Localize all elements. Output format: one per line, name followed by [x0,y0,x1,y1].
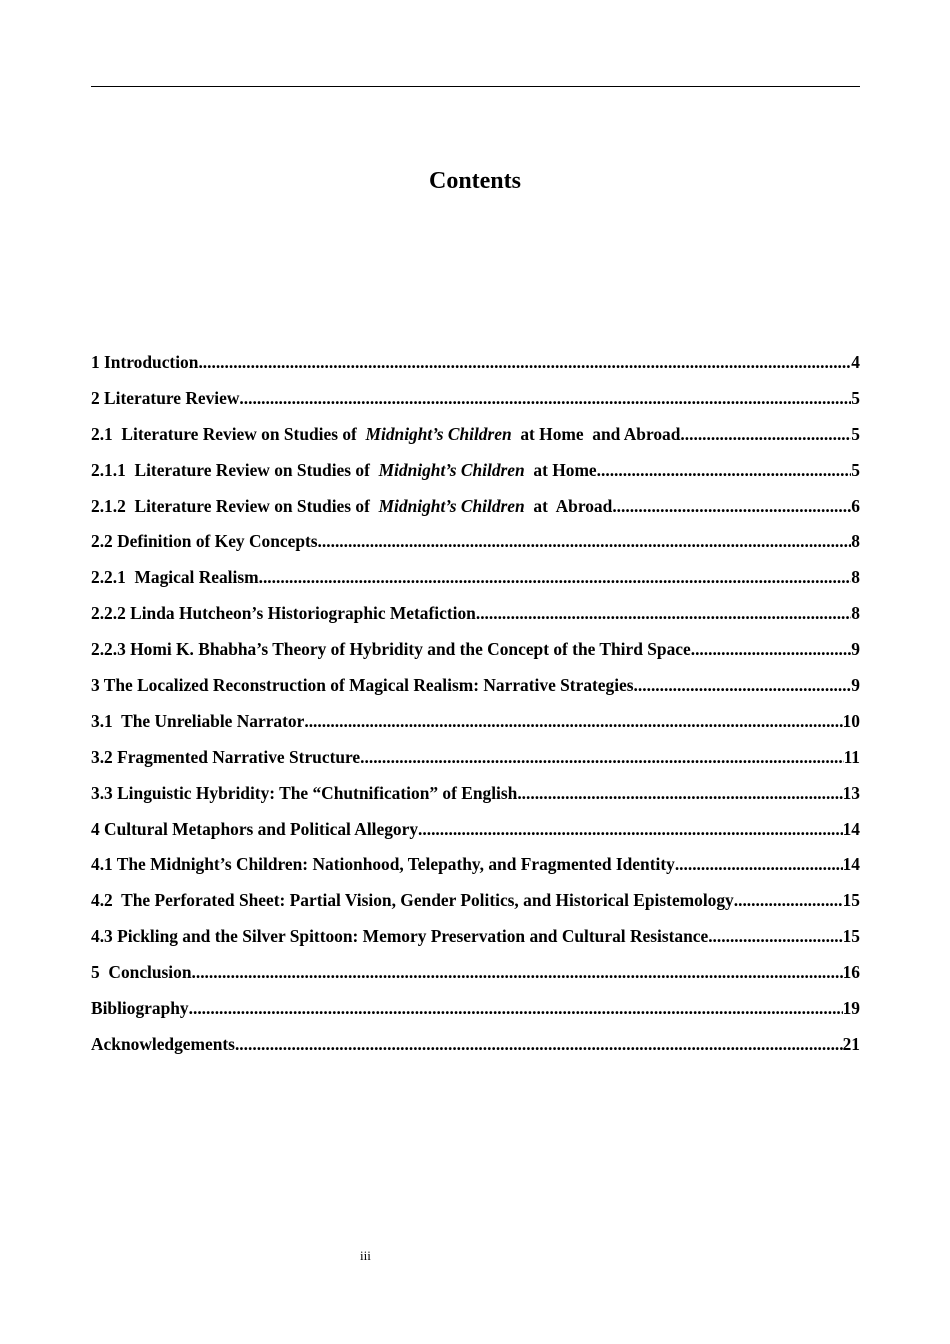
toc-page-number: 19 [842,998,860,1019]
toc-dot-leader [235,1031,843,1057]
toc-entry-title: 5 Conclusion [91,962,192,983]
toc-dot-leader [189,995,843,1021]
toc-dot-leader [318,528,852,554]
toc-page-number: 11 [843,746,860,767]
toc-entry[interactable] [91,457,860,493]
toc-entry-title: 3.1 The Unreliable Narrator [91,710,305,731]
toc-entry[interactable] [91,780,860,816]
toc-entry[interactable] [91,349,860,385]
toc-dot-leader [612,493,851,519]
toc-dot-leader [634,672,852,698]
toc-page-number: 15 [842,890,860,911]
toc-page-number: 5 [851,387,860,408]
toc-entry-title: 1 Introduction [91,352,199,372]
header-rule [91,86,860,87]
toc-page-number: 13 [842,782,860,803]
toc-entry-title: 3.3 Linguistic Hybridity: The “Chutnification” of English [91,782,518,803]
toc-dot-leader [304,708,842,734]
toc-entry-title-suffix: at Home [524,459,597,480]
toc-entry-title-suffix: at Home and Abroad [511,423,681,444]
toc-entry-title: 4.1 The Midnight’s Children: Nationhood, Telepathy, and Fragmented Identity [91,854,675,875]
page-number: iii [360,1248,371,1263]
toc-entry[interactable] [91,564,860,600]
toc-page-number: 15 [842,926,860,947]
table-of-contents [91,349,860,1067]
toc-entry-title-suffix: at Abroad [524,495,613,516]
toc-entry-title: 2.2.2 Linda Hutcheon’s Historiographic Metafiction [91,603,476,624]
toc-entry[interactable] [91,744,860,780]
toc-entry[interactable] [91,708,860,744]
toc-entry-title [91,421,680,447]
toc-entry-title: 2.2 Definition of Key Concepts [91,531,318,552]
toc-dot-leader [192,959,843,985]
toc-entry[interactable] [91,672,860,708]
toc-page-number: 8 [851,567,860,588]
toc-dot-leader [517,780,842,806]
toc-entry-title [91,457,597,483]
toc-entry-title: 2.2.3 Homi K. Bhabha’s Theory of Hybridity and the Concept of the Third Space [91,639,691,660]
toc-entry-title: 4 Cultural Metaphors and Political Allegory [91,818,419,839]
toc-page-number: 5 [851,423,860,444]
toc-entry[interactable] [91,851,860,887]
toc-entry[interactable] [91,959,860,995]
toc-entry[interactable] [91,995,860,1031]
toc-entry-title: 4.2 The Perforated Sheet: Partial Vision, Gender Politics, and Historical Epistemology [91,890,734,911]
toc-entry[interactable] [91,636,860,672]
toc-entry[interactable] [91,528,860,564]
toc-dot-leader [476,600,851,626]
toc-entry[interactable] [91,385,860,421]
toc-entry[interactable] [91,887,860,923]
page-title: Contents [428,168,521,194]
toc-entry-title: 2 Literature Review [91,387,240,408]
toc-entry[interactable] [91,1031,860,1067]
toc-dot-leader [360,744,843,770]
toc-dot-leader [239,385,851,411]
toc-entry-title-italic: Midnight’s Children [378,495,525,516]
toc-dot-leader [418,816,843,842]
toc-dot-leader [708,923,842,949]
toc-entry-title: 3 The Localized Reconstruction of Magical Realism: Narrative Strategies [91,675,634,696]
toc-page-number: 8 [851,531,860,552]
toc-dot-leader [259,564,852,590]
toc-dot-leader [597,457,852,483]
toc-dot-leader [734,887,843,913]
toc-page-number: 16 [842,962,860,983]
toc-entry-title: 4.3 Pickling and the Silver Spittoon: Memory Preservation and Cultural Resistance [91,926,709,947]
toc-entry-title: 2.2.1 Magical Realism [91,567,259,588]
toc-page-number: 14 [842,818,860,839]
toc-entry[interactable] [91,816,860,852]
toc-entry-title-prefix: 2.1 Literature Review on Studies of [91,423,366,444]
toc-dot-leader [691,636,852,662]
toc-dot-leader [680,421,851,447]
toc-entry-title: Bibliography [91,998,189,1019]
toc-page-number: 8 [851,603,860,624]
toc-entry-title-prefix: 2.1.2 Literature Review on Studies of [91,495,379,516]
toc-page-number: 5 [851,459,860,480]
toc-page-number: 4 [851,352,860,372]
toc-entry[interactable] [91,421,860,457]
toc-entry-title-italic: Midnight’s Children [378,459,525,480]
toc-entry[interactable] [91,600,860,636]
toc-entry[interactable] [91,493,860,529]
toc-entry-title [91,493,612,519]
toc-page-number: 21 [842,1033,860,1054]
toc-dot-leader [675,851,843,877]
toc-page-number: 10 [842,710,860,731]
toc-entry-title-prefix: 2.1.1 Literature Review on Studies of [91,459,379,480]
toc-entry[interactable] [91,923,860,959]
toc-dot-leader [198,349,851,375]
toc-entry-title: 3.2 Fragmented Narrative Structure [91,746,361,767]
toc-page-number: 9 [851,639,860,660]
toc-page-number: 6 [851,495,860,516]
toc-entry-title: Acknowledgements [91,1033,235,1054]
toc-page-number: 9 [851,675,860,696]
toc-page-number: 14 [842,854,860,875]
toc-entry-title-italic: Midnight’s Children [365,423,512,444]
